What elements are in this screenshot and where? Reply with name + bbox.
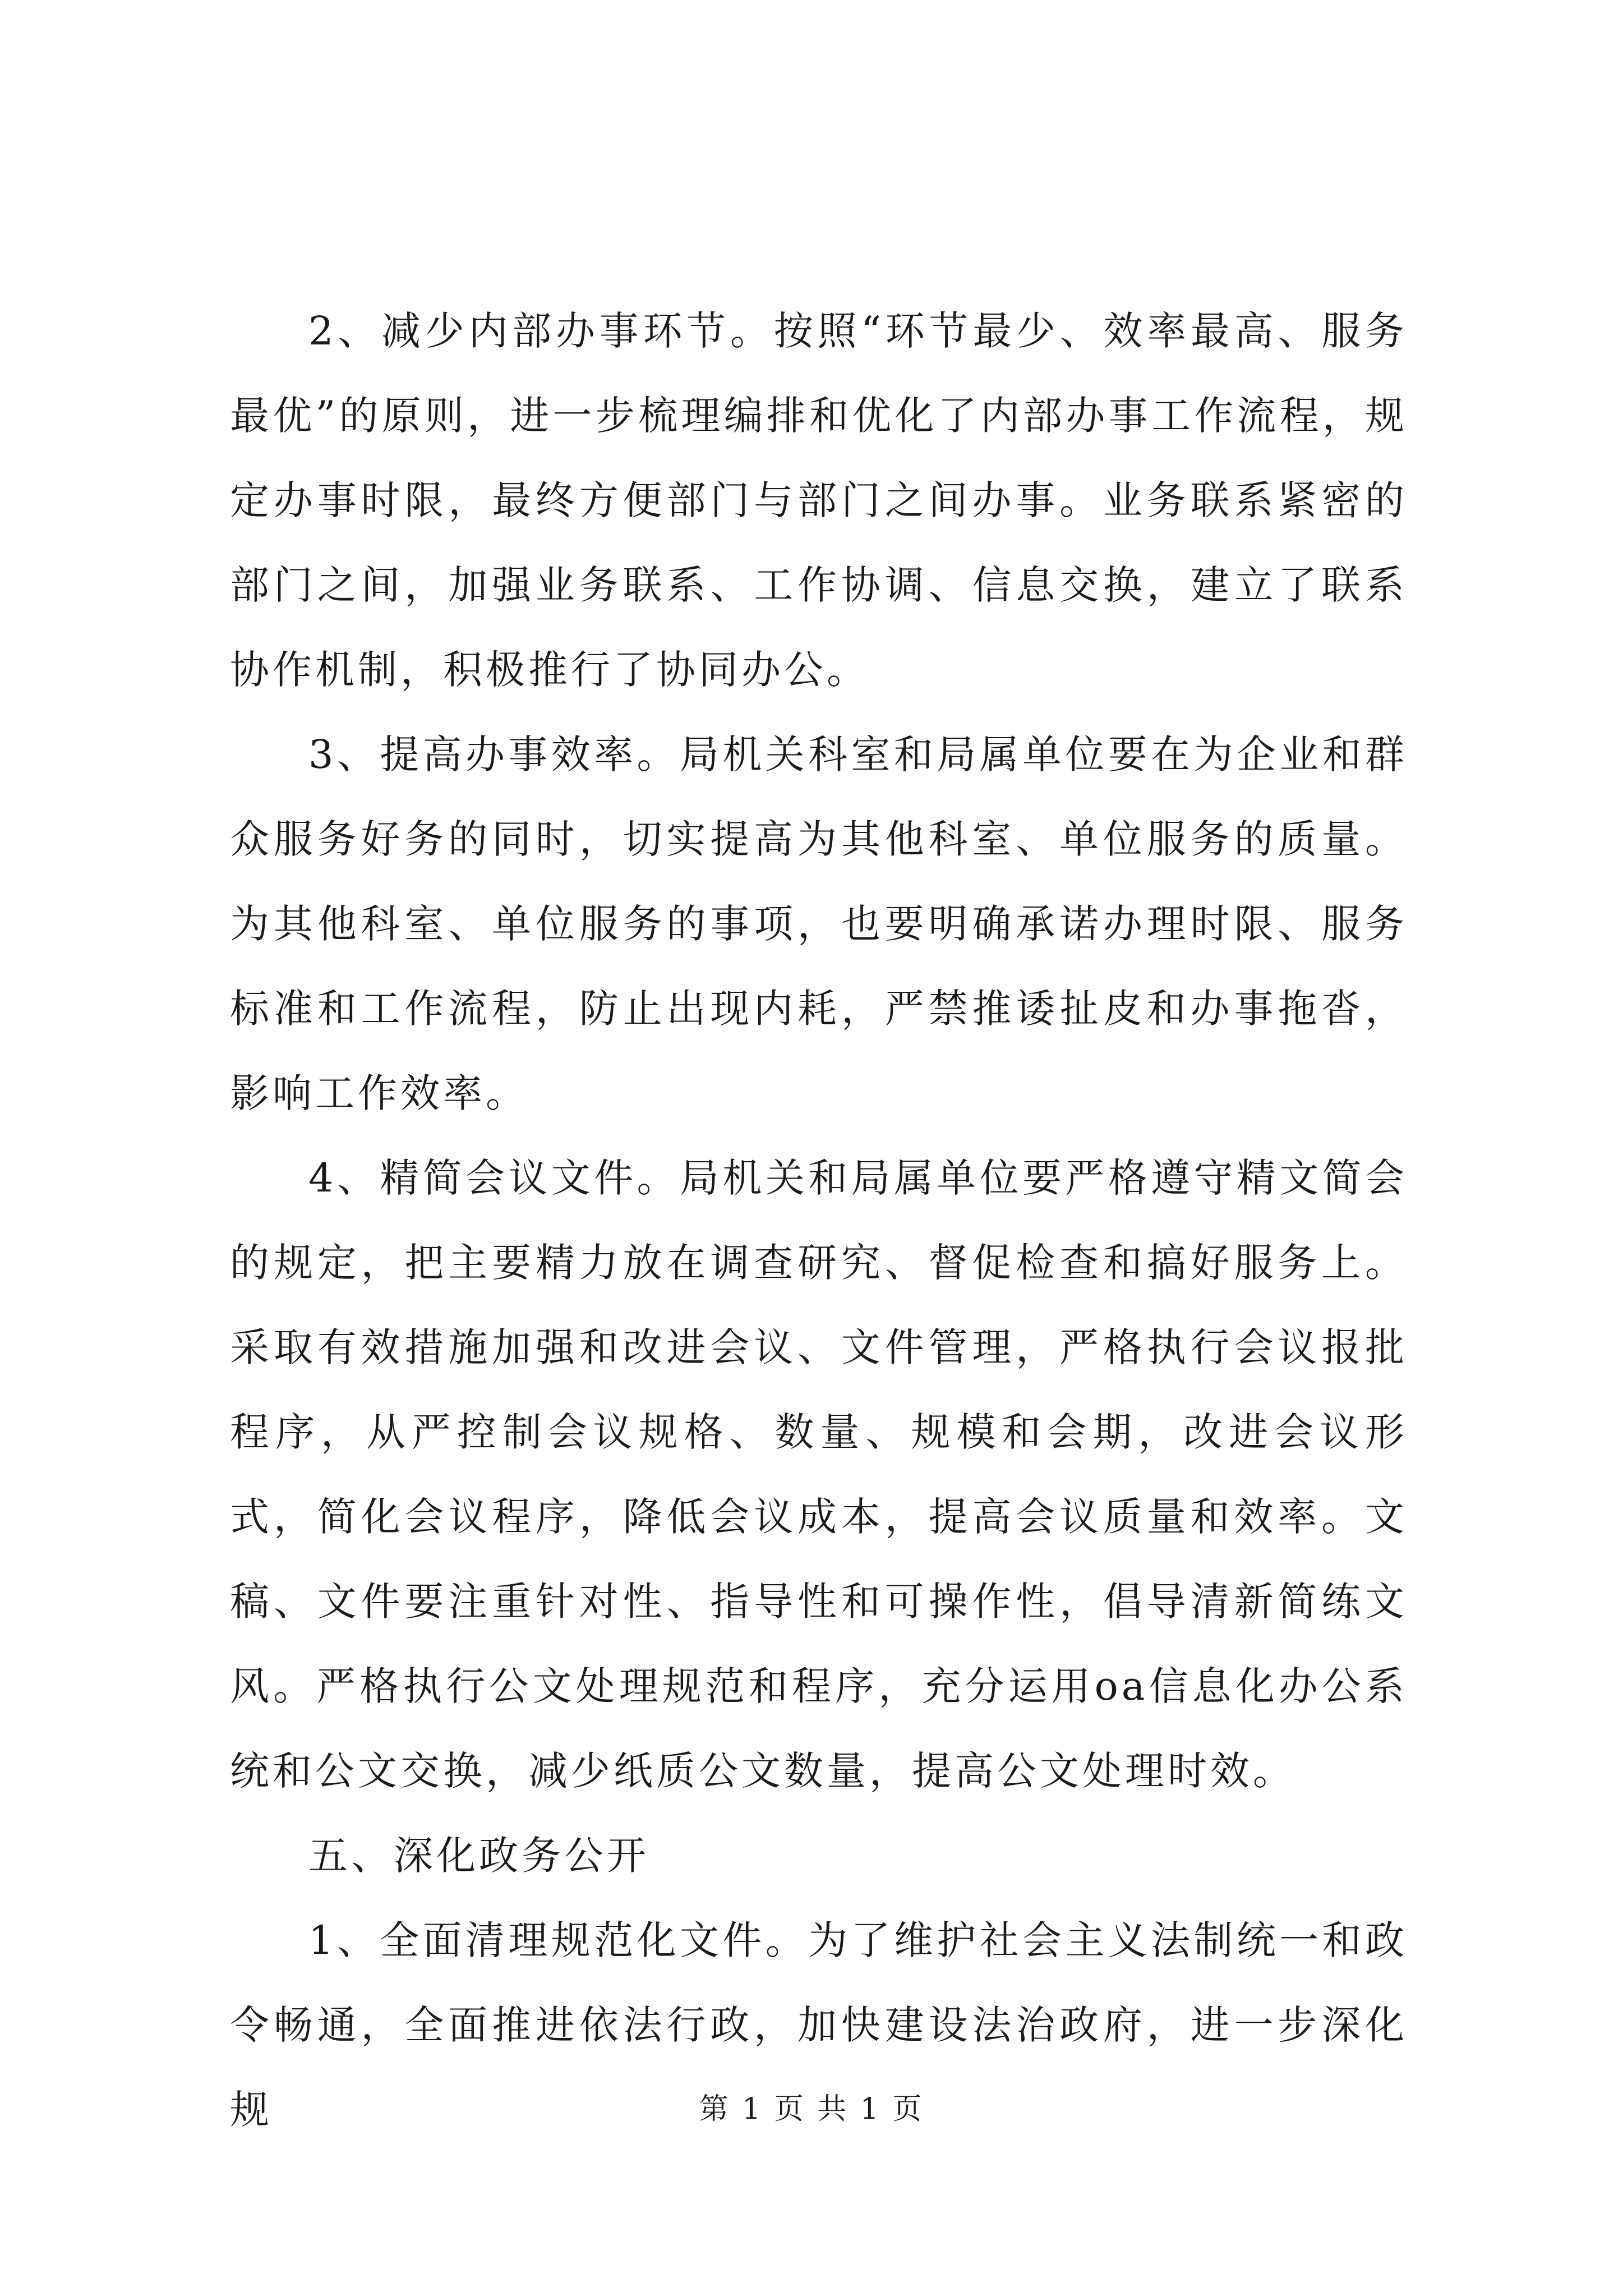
section-heading: 五、深化政务公开 (308, 1833, 649, 1879)
page-footer: 第 1 页 共 1 页 (699, 2092, 924, 2126)
paragraph-simplify-meetings: 4、精简会议文件。局机关和局属单位要严格遵守精文简会的规定，把主要精力放在调查研究、督促检查和搞好服务上。采取有效措施加强和改进会议、文件管理，严格执行会议报批程序，从严控制会议规格、数量、规模和会期，改进会议形式，简化会议程序，降低会议成本，提高会议质量和效率。文稿、文件要注重针对性、指导性和可操作性，倡导清新简练文风。严格执行公文处理规范和程序，充分运用oa信息化办公系统和公文交换，减少纸质公文数量，提高公文处理时效。 (230, 1155, 1408, 1794)
paragraph-clean-up-documents: 1、全面清理规范化文件。为了维护社会主义法制统一和政令畅通，全面推进依法行政，加快建设法治政府，进一步深化规 (230, 1917, 1408, 2133)
paragraph-improve-efficiency: 3、提高办事效率。局机关科室和局属单位要在为企业和群众服务好务的同时，切实提高为其他科室、单位服务的质量。为其他科室、单位服务的事项，也要明确承诺办理时限、服务标准和工作流程，防止出现内耗，严禁推诿扯皮和办事拖沓，影响工作效率。 (230, 731, 1408, 1116)
paragraph-reduce-internal-steps: 2、减少内部办事环节。按照“环节最少、效率最高、服务最优”的原则，进一步梳理编排和优化了内部办事工作流程，规定办事时限，最终方便部门与部门之间办事。业务联系紧密的部门之间，加强业务联系、工作协调、信息交换，建立了联系协作机制，积极推行了协同办公。 (230, 308, 1408, 693)
document-body (230, 289, 1408, 2152)
